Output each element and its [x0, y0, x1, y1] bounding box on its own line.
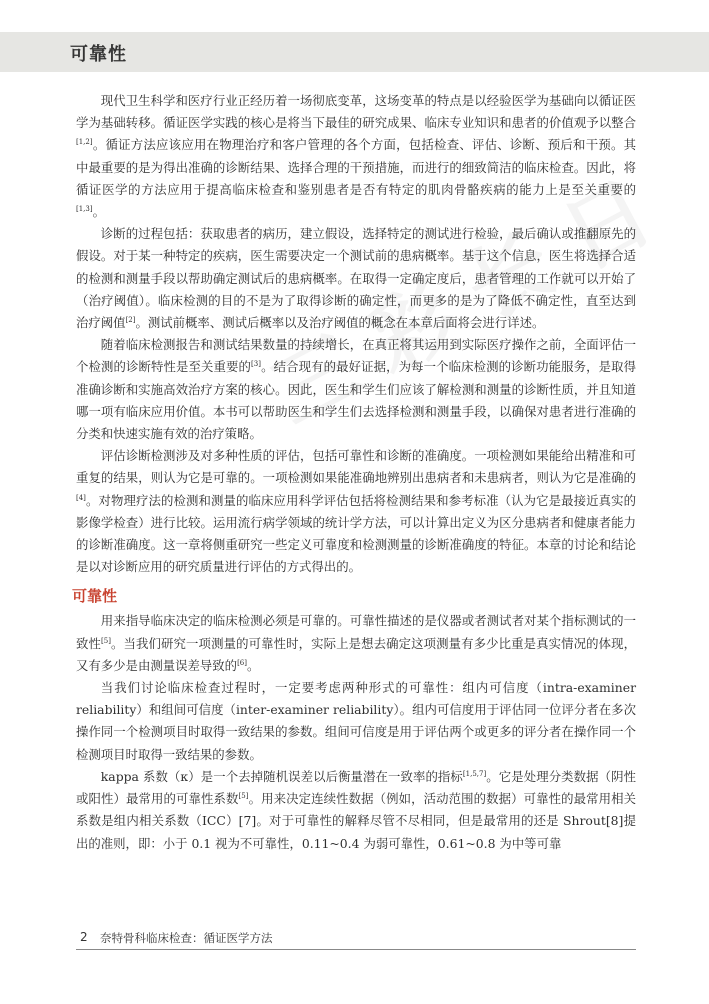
running-footer-title: 奈特骨科临床检查：循证医学方法: [100, 931, 273, 945]
paragraph-text: 诊断的过程包括：获取患者的病历，建立假设，选择特定的测试进行检验，最后确认或推翻原先的假设。对于某一种特定的疾病，医生需要决定一个测试前的患病概率。基于这个信息，医生将选择合适的检测和测量手段以帮助确定测试后的患病概率。在取得一定确定度后，患者管理的工作就可以开始了（治疗阈值）。临床检测的目的不是为了取得诊断的确定性，而更多的是为了降低不确定性，直至达到治疗阈值: [76, 226, 636, 331]
body-paragraph: [76, 766, 636, 855]
paragraph-text: 。对物理疗法的检测和测量的临床应用科学评估包括将检测结果和参考标准（认为它是最接近真实的影像学检查）进行比较。运用流行病学领域的统计学方法，可以计算出定义为区分患病者和健康者能力的诊断准确度。这一章将侧重研究一些定义可靠度和检测测量的诊断准确度的特征。本章的讨论和结论是以对诊断应用的研究质量进行评估的方式得出的。: [76, 492, 636, 575]
page-number: 2: [80, 930, 88, 944]
section-heading: 可靠性: [72, 587, 118, 606]
body-paragraph: [76, 334, 636, 445]
citation-ref: [3]: [251, 360, 261, 369]
paragraph-text: 。它是处理分类数据（阴性或阳性）最常用的可靠性系数: [76, 768, 636, 807]
body-paragraph: [76, 610, 636, 677]
footer-rule: [76, 949, 636, 950]
paragraph-text: 。: [247, 657, 260, 673]
citation-ref: [5]: [101, 636, 111, 645]
chapter-title: 可靠性: [70, 44, 127, 65]
body-paragraph: [76, 223, 636, 334]
paragraph-text: 用来指导临床决定的临床检测必须是可靠的。可靠性描述的是仪器或者测试者对某个指标测试的一致性: [76, 613, 636, 651]
body-paragraph: [76, 445, 636, 578]
citation-ref: [1,3]: [76, 204, 93, 213]
paragraph-text: 当我们讨论临床检查过程时，一定要考虑两种形式的可靠性：组内可信度（intra-examiner reliability）和组间可信度（inter-examiner reliability）。组内可信度用于评估同一位评分者在多次操作同一个检测项目时取得一致结果的参数。组间可信度是用于评估两个或更多的评分者在操作同一个检测项目时取得一致结果的参数。: [76, 680, 636, 762]
intro-section: [76, 90, 636, 578]
reliability-section: [76, 610, 636, 854]
citation-ref: [1,2]: [76, 138, 93, 147]
paragraph-text: 。用来决定连续性数据（例如，活动范围的数据）可靠性的最常用相关系数是组内相关系数（ICC）[7]。对于可靠性的解释尽管不尽相同，但是最常用的还是 Shrout[8]提出的准则，即：小于 0.1 视为不可靠性，0.11~0.4 为弱可靠性，0.61~0.8 为中等可靠: [76, 791, 637, 851]
paragraph-text: 。结合现有的最好证据，为每一个临床检测的诊断功能服务，是取得准确诊断和实施高效治疗方案的核心。因此，医生和学生们应该了解检测和测量的诊断性质，并且知道哪一项有临床应用价值。本书可以帮助医生和学生们去选择检测和测量手段，以确保对患者进行准确的分类和快速实施有效的治疗策略。: [76, 359, 637, 442]
paragraph-text: 随着临床检测报告和测试结果数量的持续增长，在真正将其运用到实际医疗操作之前，全面评估一个检测的诊断特性是至关重要的: [76, 337, 636, 375]
paragraph-text: 评估诊断检测涉及对多种性质的评估，包括可靠性和诊断的准确度。一项检测如果能给出精准和可重复的结果，则认为它是可靠的。一项检测如果能准确地辨别出患病者和未患病者，则认为它是准确的: [76, 448, 636, 486]
paragraph-text: 。循证方法应该应用在物理治疗和客户管理的各个方面，包括检查、评估、诊断、预后和干预。其中最重要的是为得出准确的诊断结果、选择合理的干预措施，而进行的细致简洁的临床检查。因此，将循证医学的方法应用于提高临床检查和鉴别患者是否有特定的肌肉骨骼疾病的能力上是至关重要的: [76, 137, 636, 197]
paragraph-text: 。测试前概率、测试后概率以及治疗阈值的概念在本章后面将会进行详述。: [135, 315, 545, 331]
body-paragraph: [76, 677, 636, 766]
paragraph-text: 。当我们研究一项测量的可靠性时，实际上是想去确定这项测量有多少比重是真实情况的体现，又有多少是由测量误差导致的: [76, 635, 637, 673]
citation-ref: [5]: [238, 791, 249, 800]
paragraph-text: 。: [92, 204, 105, 220]
main-content: [72, 90, 637, 855]
paragraph-text: kappa 系数（κ）是一个去掉随机误差以后衡量潜在一致率的指标: [100, 768, 463, 784]
citation-ref: [2]: [125, 315, 136, 324]
citation-ref: [4]: [76, 493, 86, 502]
citation-ref: [6]: [237, 658, 247, 667]
body-paragraph: [76, 90, 636, 223]
citation-ref: [1,5,7]: [462, 769, 487, 778]
paragraph-text: 现代卫生科学和医疗行业正经历着一场彻底变革，这场变革的特点是以经验医学为基础向以循证医学为基础转移。循证医学实践的核心是将当下最佳的研究成果、临床专业知识和患者的价值观予以整合: [76, 93, 636, 131]
